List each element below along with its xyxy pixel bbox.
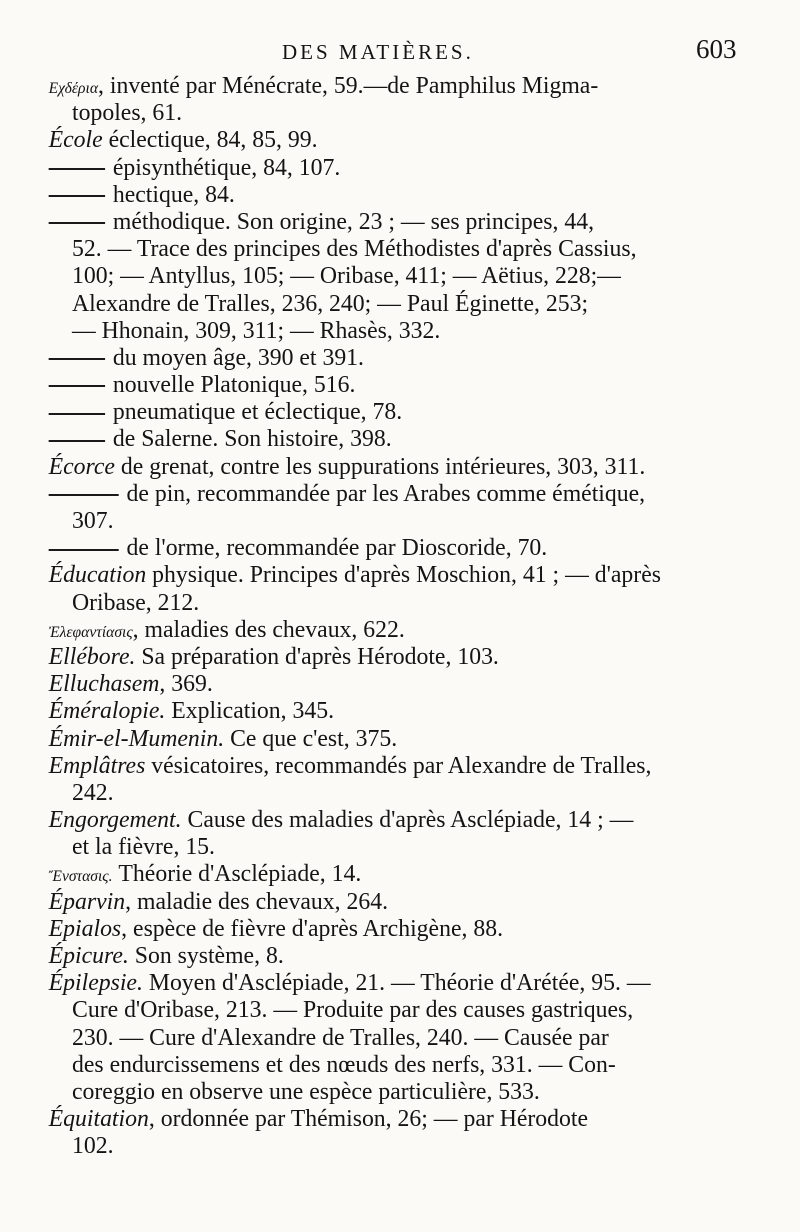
entry-text: pneumatique et éclectique, 78. <box>112 398 403 426</box>
index-entry <box>0 616 778 643</box>
repeat-dash <box>49 385 105 387</box>
entry-text: Son système, 8. <box>128 942 284 969</box>
entry-text: hectique, 84. <box>112 180 235 208</box>
entry-text: méthodique. Son origine, 23 ; — ses principes, 44, <box>112 207 595 235</box>
index-entry <box>0 643 778 670</box>
entry-head: Équitation <box>48 1105 149 1133</box>
entry-head: Engorgement. <box>48 806 182 834</box>
entry-continuation <box>0 317 778 344</box>
subject-index <box>0 72 800 1160</box>
repeat-dash <box>49 195 105 197</box>
entry-text: de Salerne. Son histoire, 398. <box>112 425 392 453</box>
entry-continuation <box>0 1051 778 1078</box>
entry-text: , maladie des chevaux, 264. <box>125 887 389 915</box>
index-entry <box>0 942 778 969</box>
index-entry <box>0 453 778 480</box>
index-entry <box>0 1105 778 1132</box>
entry-head: Épilepsie. <box>48 969 143 997</box>
entry-text: physique. Principes d'après Moschion, 41 ; — d'après <box>146 561 661 589</box>
entry-text: 52. — Trace des principes des Méthodistes d'après Cassius, <box>72 235 637 263</box>
entry-text: des endurcissemens et des nœuds des nerfs, 331. — Con- <box>72 1050 616 1078</box>
entry-text: vésicatoires, recommandés par Alexandre de Tralles, <box>145 751 652 779</box>
entry-text: du moyen âge, 390 et 391. <box>112 343 364 371</box>
index-entry <box>0 806 778 833</box>
index-subentry <box>0 480 778 507</box>
entry-text: , 369. <box>159 670 213 698</box>
entry-head: Ἔνστασις. <box>48 868 113 886</box>
index-subentry <box>0 208 778 235</box>
page-number: 603 <box>696 34 737 64</box>
entry-head: Ellébore. <box>48 642 136 670</box>
repeat-dash <box>49 549 119 551</box>
entry-text: , maladies des chevaux, 622. <box>132 615 405 643</box>
entry-text: 100; — Antyllus, 105; — Oribase, 411; — Aëtius, 228;— <box>72 262 621 290</box>
entry-text: 307. <box>72 507 114 534</box>
entry-continuation <box>0 779 778 806</box>
entry-continuation <box>0 1078 778 1105</box>
entry-head: Elluchasem <box>48 670 160 698</box>
index-entry <box>0 860 778 887</box>
entry-text: Ce que c'est, 375. <box>224 724 398 752</box>
index-subentry <box>0 398 778 425</box>
entry-head: École <box>48 126 103 154</box>
entry-head: Éducation <box>48 561 147 589</box>
index-entry <box>0 697 778 724</box>
entry-head: Émir-el-Mumenin. <box>48 724 225 752</box>
entry-text: — Hhonain, 309, 311; — Rhasès, 332. <box>72 316 441 344</box>
entry-text: Oribase, 212. <box>72 588 200 616</box>
entry-head: Εχδέρια <box>48 80 99 97</box>
entry-text: Théorie d'Asclépiade, 14. <box>112 860 362 888</box>
entry-text: éclectique, 84, 85, 99. <box>102 126 318 154</box>
index-subentry <box>0 344 778 371</box>
entry-text: , espèce de fièvre d'après Archigène, 88. <box>121 914 504 942</box>
index-subentry <box>0 425 778 452</box>
entry-continuation <box>0 235 778 262</box>
entry-text: épisynthétique, 84, 107. <box>112 153 341 181</box>
entry-head: Éméralopie. <box>48 697 166 725</box>
entry-continuation <box>0 1024 778 1051</box>
entry-text: de grenat, contre les suppurations intérieures, 303, 311. <box>114 452 646 480</box>
entry-text: nouvelle Platonique, 516. <box>112 371 356 399</box>
entry-continuation <box>0 589 778 616</box>
entry-text: et la fièvre, 15. <box>72 833 215 861</box>
entry-text: Explication, 345. <box>165 697 335 725</box>
entry-head: Écorce <box>48 452 115 480</box>
entry-continuation <box>0 507 778 534</box>
entry-continuation <box>0 996 778 1023</box>
entry-continuation <box>0 262 778 289</box>
index-entry <box>0 670 778 697</box>
entry-text: Sa préparation d'après Hérodote, 103. <box>135 642 499 670</box>
entry-text: topoles, 61. <box>72 99 183 127</box>
entry-text: coreggio en observe une espèce particulière, 533. <box>72 1077 540 1105</box>
entry-text: 102. <box>72 1132 114 1160</box>
index-entry <box>0 126 778 153</box>
index-subentry <box>0 154 778 181</box>
repeat-dash <box>49 413 105 415</box>
entry-text: , inventé par Ménécrate, 59.—de Pamphilus Migma- <box>98 72 599 99</box>
repeat-dash <box>49 222 105 224</box>
repeat-dash <box>49 494 119 496</box>
index-subentry <box>0 181 778 208</box>
repeat-dash <box>49 358 105 360</box>
entry-text: Moyen d'Asclépiade, 21. — Théorie d'Arétée, 95. — <box>142 969 651 997</box>
entry-text: Cure d'Oribase, 213. — Produite par des causes gastriques, <box>72 996 634 1024</box>
repeat-dash <box>49 440 105 442</box>
index-entry <box>0 888 778 915</box>
entry-head: Ἐλεφαντίασις <box>48 623 133 641</box>
entry-continuation <box>0 290 778 317</box>
index-subentry <box>0 371 778 398</box>
entry-head: Éparvin <box>48 887 126 915</box>
entry-text: Cause des maladies d'après Asclépiade, 14 ; — <box>181 806 634 834</box>
entry-text: Alexandre de Tralles, 236, 240; — Paul Éginette, 253; <box>72 289 589 317</box>
entry-continuation <box>0 1132 778 1159</box>
entry-text: 242. <box>72 778 114 806</box>
entry-head: Emplâtres <box>48 751 146 779</box>
repeat-dash <box>49 168 105 170</box>
index-entry <box>0 561 778 588</box>
index-entry <box>0 969 778 996</box>
index-entry <box>0 725 778 752</box>
entry-text: de pin, recommandée par les Arabes comme émétique, <box>126 479 646 507</box>
entry-head: Epialos <box>48 914 122 942</box>
entry-text: , ordonnée par Thémison, 26; — par Hérodote <box>148 1105 589 1133</box>
index-entry <box>0 752 778 779</box>
index-entry <box>0 72 778 99</box>
running-title: DES MATIÈRES. <box>282 40 474 64</box>
index-subentry <box>0 534 778 561</box>
entry-text: de l'orme, recommandée par Dioscoride, 70. <box>126 534 548 562</box>
entry-head: Épicure. <box>48 942 129 969</box>
entry-text: 230. — Cure d'Alexandre de Tralles, 240. — Causée par <box>72 1023 609 1051</box>
entry-continuation <box>0 99 778 126</box>
entry-continuation <box>0 833 778 860</box>
index-entry <box>0 915 778 942</box>
